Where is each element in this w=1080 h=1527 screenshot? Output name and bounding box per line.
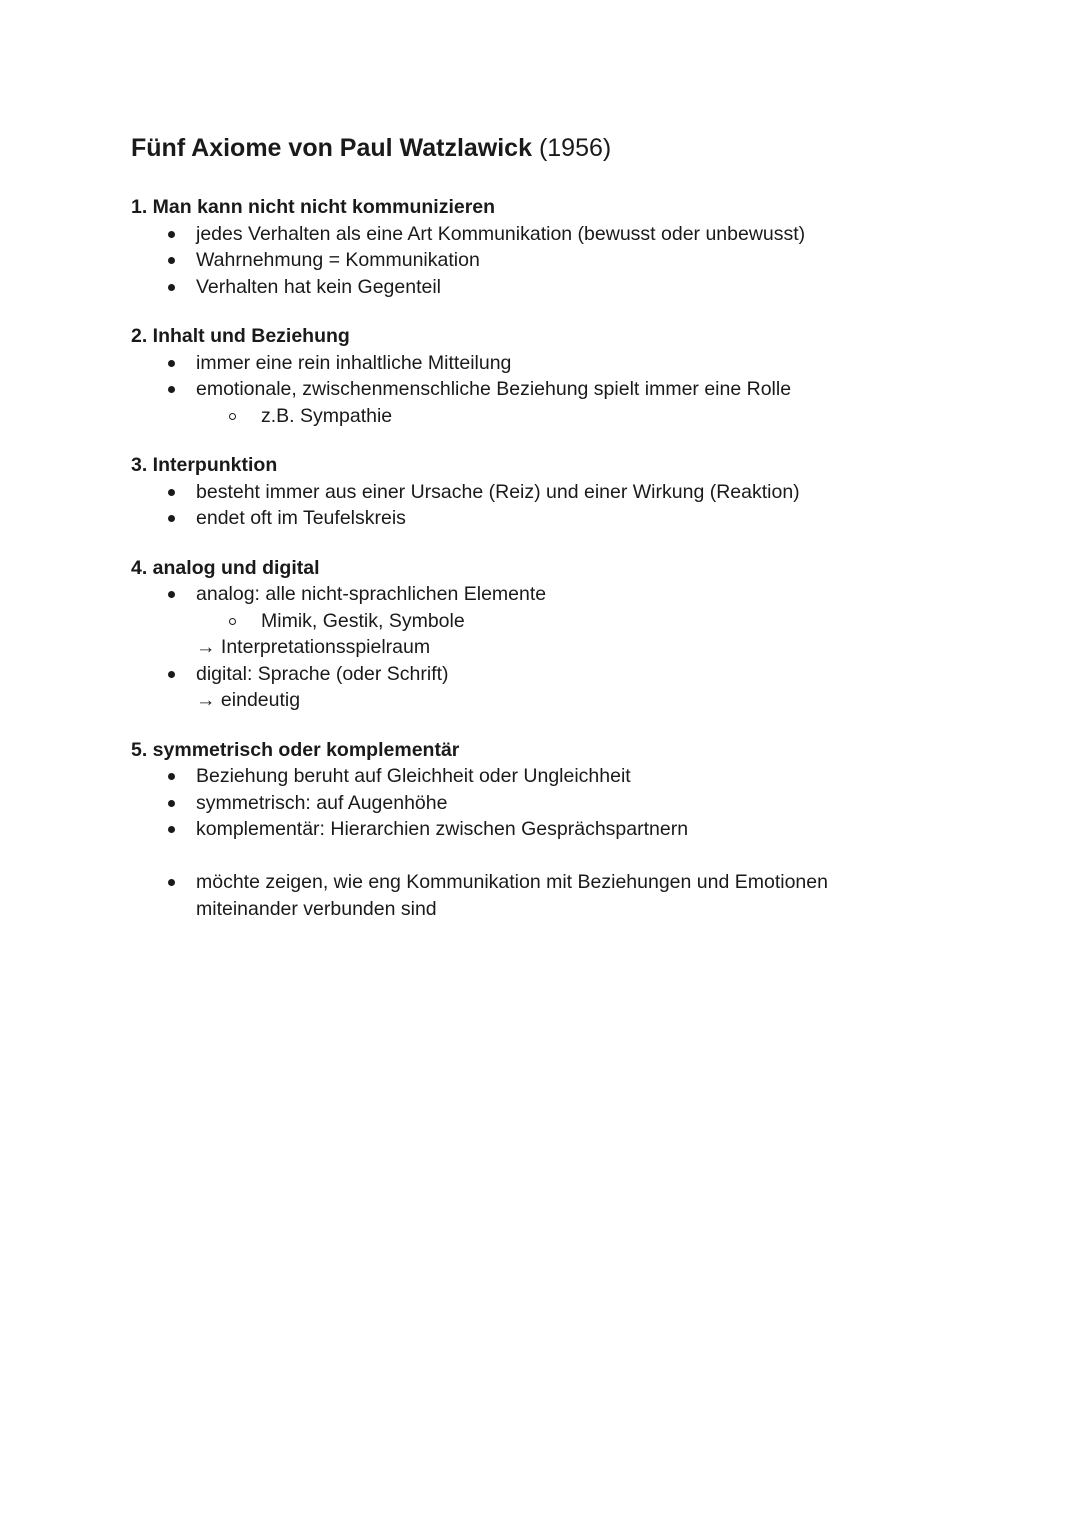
bullet-icon — [168, 591, 175, 598]
bullet-list — [131, 221, 1080, 301]
section-5 — [131, 737, 1080, 923]
sub-item-text: Mimik, Gestik, Symbole — [261, 609, 465, 632]
sub-list-item — [131, 608, 1080, 635]
list-item — [131, 376, 1080, 403]
arrow-line — [131, 687, 1080, 714]
arrow-line — [131, 634, 1080, 661]
list-item-text: analog: alle nicht-sprachlichen Elemente — [196, 583, 547, 605]
list-item — [131, 816, 1080, 843]
list-item — [131, 479, 1080, 506]
bullet-list — [131, 479, 1080, 532]
bullet-list — [131, 763, 1080, 922]
bullet-icon — [168, 386, 175, 393]
list-item-text: möchte zeigen, wie eng Kommunikation mit Beziehungen und Emotionen — [196, 871, 828, 893]
section-3 — [131, 452, 1080, 532]
bullet-icon — [168, 257, 175, 264]
bullet-icon — [168, 773, 175, 780]
section-4 — [131, 555, 1080, 714]
title-year: (1956) — [538, 134, 612, 162]
list-item — [131, 505, 1080, 532]
list-item-text: Beziehung beruht auf Gleichheit oder Ungleichheit — [196, 765, 631, 787]
section-2 — [131, 323, 1080, 429]
sub-list-item — [131, 403, 1080, 430]
bullet-list — [131, 581, 1080, 714]
list-item-text-continued: miteinander verbunden sind — [196, 897, 437, 920]
list-item — [131, 581, 1080, 608]
bullet-icon — [168, 671, 175, 678]
bullet-icon — [168, 515, 175, 522]
bullet-icon — [168, 360, 175, 367]
list-item-text: besteht immer aus einer Ursache (Reiz) und einer Wirkung (Reaktion) — [196, 480, 800, 503]
list-item — [131, 661, 1080, 688]
list-item-text: immer eine rein inhaltliche Mitteilung — [196, 351, 512, 374]
list-item — [131, 869, 1080, 922]
title-main: Fünf Axiome von Paul Watzlawick — [131, 134, 532, 162]
circle-bullet-icon — [229, 413, 236, 420]
list-item — [131, 350, 1080, 377]
section-heading: 2. Inhalt und Beziehung — [131, 325, 350, 347]
spacer — [131, 843, 1080, 870]
bullet-icon — [168, 879, 175, 886]
list-item-text: emotionale, zwischenmenschliche Beziehung spielt immer eine Rolle — [196, 378, 792, 400]
list-item — [131, 247, 1080, 274]
section-heading: 1. Man kann nicht nicht kommunizieren — [131, 196, 496, 218]
bullet-icon — [168, 800, 175, 807]
bullet-list — [131, 350, 1080, 430]
list-item-text: digital: Sprache (oder Schrift) — [196, 662, 449, 685]
sub-item-text: z.B. Sympathie — [261, 404, 393, 427]
bullet-icon — [168, 284, 175, 291]
page-title — [131, 128, 1080, 168]
bullet-icon — [168, 231, 175, 238]
list-item — [131, 221, 1080, 248]
list-item — [131, 763, 1080, 790]
list-item-text: Wahrnehmung = Kommunikation — [196, 249, 480, 271]
section-1 — [131, 194, 1080, 300]
arrow-line-text: → Interpretationsspielraum — [196, 636, 431, 658]
arrow-line-text: → eindeutig — [196, 689, 301, 711]
list-item-text: Verhalten hat kein Gegenteil — [196, 275, 442, 298]
list-item-text: jedes Verhalten als eine Art Kommunikation (bewusst oder unbewusst) — [196, 222, 806, 245]
list-item-text: komplementär: Hierarchien zwischen Gesprächspartnern — [196, 818, 689, 840]
list-item — [131, 790, 1080, 817]
section-heading: 4. analog und digital — [131, 556, 320, 579]
bullet-icon — [168, 826, 175, 833]
list-item-text: endet oft im Teufelskreis — [196, 507, 406, 529]
list-item-text: symmetrisch: auf Augenhöhe — [196, 791, 448, 814]
section-heading: 5. symmetrisch oder komplementär — [131, 738, 460, 761]
section-heading: 3. Interpunktion — [131, 454, 278, 476]
circle-bullet-icon — [229, 618, 236, 625]
bullet-icon — [168, 489, 175, 496]
list-item — [131, 274, 1080, 301]
